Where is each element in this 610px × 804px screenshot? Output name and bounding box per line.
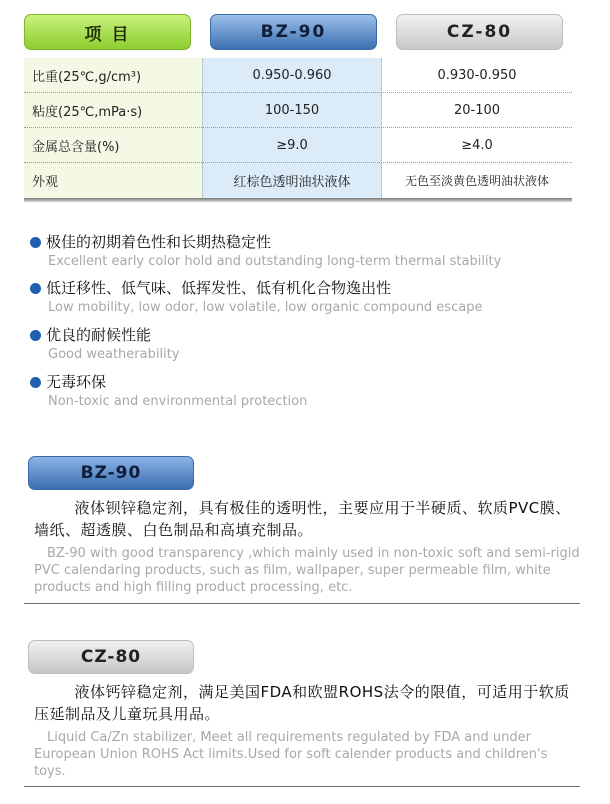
row-label: 外观 xyxy=(24,163,202,198)
table-row xyxy=(24,163,572,198)
cz-value: 无色至淡黄色透明油状液体 xyxy=(382,163,572,198)
header-cz-tab xyxy=(396,14,563,50)
cz-value: 20-100 xyxy=(382,93,572,128)
product-name: CZ-80 xyxy=(80,647,142,667)
row-label: 粘度(25℃,mPa·s) xyxy=(24,93,202,128)
product-desc-en: BZ-90 with good transparency ,which mainly used in non-toxic soft and semi-rigid PVC calendaring products, such as film, wallpaper, super permeable film, white products and high filling product processing, etc. xyxy=(34,546,580,595)
product-name: BZ-90 xyxy=(80,463,142,483)
bullet-icon xyxy=(30,377,41,388)
feature-item xyxy=(30,324,180,362)
header-cz-label: CZ-80 xyxy=(446,22,513,42)
feature-en: Low mobility, low odor, low volatile, low organic compound escape xyxy=(48,300,483,315)
header-item-tab xyxy=(24,14,191,50)
feature-en: Non-toxic and environmental protection xyxy=(48,394,308,409)
product-desc-en: Liquid Ca/Zn stabilizer, Meet all requirements regulated by FDA and under European Union ROHS Act limits.Used for soft calender products and children's toys. xyxy=(34,730,548,779)
header-bz-tab xyxy=(210,14,377,50)
divider xyxy=(24,603,580,604)
feature-en: Excellent early color hold and outstanding long-term thermal stability xyxy=(48,254,502,269)
bz-value: 0.950-0.960 xyxy=(202,58,382,93)
header-bz-label: BZ-90 xyxy=(260,22,327,42)
feature-zh: 低迁移性、低气味、低挥发性、低有机化合物逸出性 xyxy=(46,279,392,297)
row-label: 金属总含量(%) xyxy=(24,128,202,163)
feature-zh: 无毒环保 xyxy=(46,373,107,391)
table-row xyxy=(24,58,572,93)
product-tab-cz xyxy=(28,640,194,674)
product-desc-zh: 液体钙锌稳定剂，满足美国FDA和欧盟ROHS法令的限值，可适用于软质压延制品及儿童玩具用品。 xyxy=(34,683,570,723)
feature-item xyxy=(30,277,482,315)
divider xyxy=(24,786,580,787)
table-row xyxy=(24,93,572,128)
header-item-label: 项 目 xyxy=(84,24,131,45)
feature-item xyxy=(30,371,307,409)
bullet-icon xyxy=(30,283,41,294)
bz-value: 100-150 xyxy=(202,93,382,128)
spec-table xyxy=(24,58,572,198)
table-row xyxy=(24,128,572,163)
bullet-icon xyxy=(30,330,41,341)
row-label: 比重(25℃,g/cm³) xyxy=(24,58,202,93)
cz-value: 0.930-0.950 xyxy=(382,58,572,93)
bz-value: ≥9.0 xyxy=(202,128,382,163)
product-desc-zh: 液体钡锌稳定剂，具有极佳的透明性，主要应用于半硬质、软质PVC膜、墙纸、超透膜、白色制品和高填充制品。 xyxy=(34,499,571,539)
table-bottom-bar xyxy=(24,198,572,202)
feature-zh: 极佳的初期着色性和长期热稳定性 xyxy=(46,233,272,251)
bullet-icon xyxy=(30,237,41,248)
feature-zh: 优良的耐候性能 xyxy=(46,326,152,344)
bz-value: 红棕色透明油状液体 xyxy=(202,163,382,198)
feature-en: Good weatherability xyxy=(48,347,180,362)
cz-value: ≥4.0 xyxy=(382,128,572,163)
product-tab-bz xyxy=(28,456,194,490)
feature-item xyxy=(30,231,501,269)
